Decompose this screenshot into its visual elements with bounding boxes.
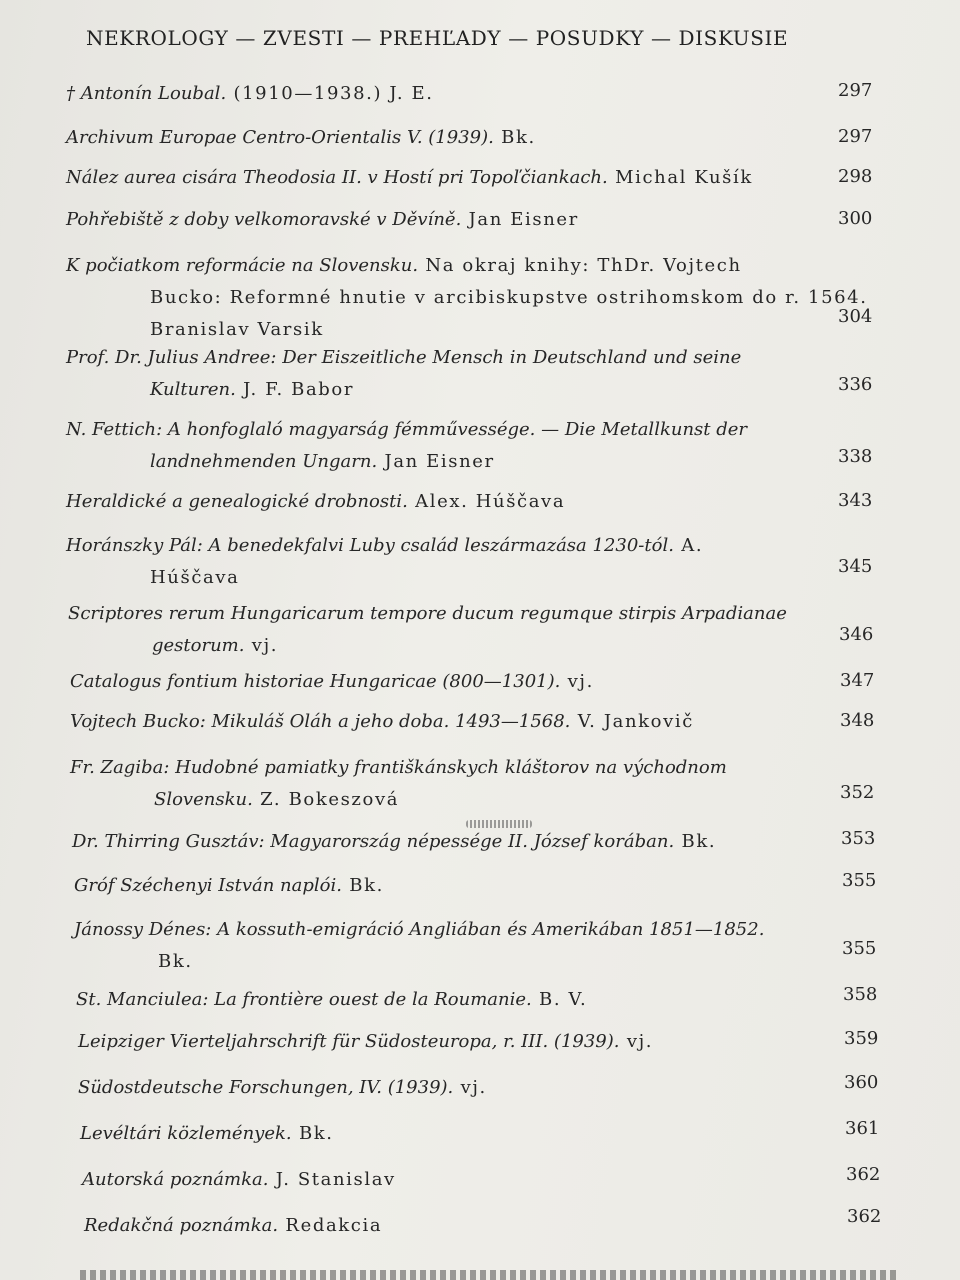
page-number: 359 xyxy=(844,1028,879,1049)
entry-author: vj. xyxy=(560,671,594,692)
entry-title: Pohřebiště z doby velkomoravské v Děvíně. xyxy=(66,209,462,230)
page-number: 362 xyxy=(846,1164,881,1185)
page-number: 347 xyxy=(840,670,875,691)
page-number: 300 xyxy=(838,208,873,229)
toc-entry-line xyxy=(66,162,826,194)
toc-entry-line xyxy=(66,374,826,406)
entry-title: Scriptores rerum Hungaricarum tempore ducum regumque stirpis Arpadianae xyxy=(68,603,787,624)
entry-title: Horánszky Pál: A benedekfalvi Luby család leszármazása 1230-tól. xyxy=(66,535,674,556)
entry-title: Redakčná poznámka. xyxy=(84,1215,279,1236)
toc-entry-line xyxy=(66,250,826,282)
entry-author: Alex. Húščava xyxy=(407,491,566,512)
toc-entry xyxy=(66,342,826,406)
entry-author: J. Stanislav xyxy=(268,1169,396,1190)
toc-entry xyxy=(78,1026,838,1058)
toc-entry xyxy=(70,752,830,816)
page-number: 361 xyxy=(845,1118,880,1139)
toc-entry-line xyxy=(84,1210,844,1242)
toc-entry xyxy=(68,598,828,662)
entry-author: Bk. xyxy=(674,831,717,852)
toc-entry xyxy=(74,914,834,978)
toc-entry-line xyxy=(78,1072,838,1104)
toc-entry-line xyxy=(70,706,830,738)
page-number: 345 xyxy=(838,556,873,577)
toc-entry-line xyxy=(82,1164,842,1196)
toc-entry xyxy=(74,870,834,902)
entry-title: N. Fettich: A honfoglaló magyarság fémművessége. — Die Metallkunst der xyxy=(66,419,748,440)
entry-author: (1910—1938.) J. E. xyxy=(226,83,434,104)
page-number: 360 xyxy=(844,1072,879,1093)
toc-entry-line xyxy=(80,1118,840,1150)
entry-title: Autorská poznámka. xyxy=(82,1169,269,1190)
toc-entry xyxy=(70,666,830,698)
entry-author: vj. xyxy=(244,635,279,656)
toc-entry-line xyxy=(66,530,826,562)
entry-author: Jan Eisner xyxy=(461,209,579,230)
entry-author: Redakcia xyxy=(278,1215,383,1236)
entry-author: Branislav Varsik xyxy=(150,319,324,340)
page-number: 352 xyxy=(840,782,875,803)
entry-author: Bucko: Reformné hnutie v arcibiskupstve ostrihomskom do r. 1564. xyxy=(150,287,868,308)
toc-entry-line xyxy=(68,630,828,662)
entry-title: Leipziger Vierteljahrschrift für Südosteuropa, r. III. (1939). xyxy=(78,1031,620,1052)
toc-entry-line xyxy=(78,1026,838,1058)
entry-author: Bk. xyxy=(291,1123,334,1144)
section-heading: NEKROLOGY — ZVESTI — PREHĽADY — POSUDKY — DISKUSIE xyxy=(86,26,789,50)
entry-author: Z. Bokeszová xyxy=(252,789,400,810)
toc-entry-line xyxy=(68,598,828,630)
entry-author: Bk. xyxy=(158,951,193,972)
entry-author: Michal Kušík xyxy=(607,167,753,188)
entry-title: St. Manciulea: La frontière ouest de la Roumanie. xyxy=(76,989,532,1010)
toc-entry xyxy=(66,204,826,236)
entry-title: Südostdeutsche Forschungen, IV. (1939). xyxy=(78,1077,454,1098)
toc-entry-line xyxy=(66,562,826,594)
page-number: 343 xyxy=(838,490,873,511)
toc-entry-line xyxy=(66,486,826,518)
entry-title: Dr. Thirring Gusztáv: Magyarország népessége II. József korában. xyxy=(72,831,675,852)
toc-entry xyxy=(80,1118,840,1150)
entry-author: Jan Eisner xyxy=(377,451,495,472)
toc-entry xyxy=(66,162,826,194)
entry-author: J. F. Babor xyxy=(235,379,355,400)
page-number: 348 xyxy=(840,710,875,731)
entry-title: Catalogus fontium historiae Hungaricae (800—1301). xyxy=(70,671,561,692)
toc-entry-line xyxy=(76,984,836,1016)
entry-title: Gróf Széchenyi István naplói. xyxy=(74,875,342,896)
toc-entry-line xyxy=(66,446,826,478)
toc-entry-line xyxy=(66,342,826,374)
entry-title: Jánossy Dénes: A kossuth-emigráció Angliában és Amerikában 1851—1852. xyxy=(74,919,765,940)
entry-title: Prof. Dr. Julius Andree: Der Eiszeitliche Mensch in Deutschland und seine xyxy=(66,347,742,368)
toc-entry xyxy=(70,706,830,738)
toc-entry-line xyxy=(74,870,834,902)
toc-entry-line xyxy=(74,914,834,946)
page-number: 346 xyxy=(839,624,874,645)
entry-title: landnehmenden Ungarn. xyxy=(150,451,378,472)
page-number: 304 xyxy=(838,306,873,327)
toc-entry-line xyxy=(66,204,826,236)
toc-entry xyxy=(72,826,832,858)
toc-entry xyxy=(66,486,826,518)
page-number: 336 xyxy=(838,374,873,395)
toc-entry-line xyxy=(66,78,826,110)
page-number: 355 xyxy=(842,938,877,959)
ink-smudge xyxy=(466,820,532,828)
entry-author: Bk. xyxy=(493,127,536,148)
entry-author: B. V. xyxy=(531,989,588,1010)
entry-title: K počiatkom reformácie na Slovensku. xyxy=(66,255,419,276)
entry-title: Nález aurea cisára Theodosia II. v Hostí pri Topoľčiankach. xyxy=(66,167,608,188)
toc-entry-line xyxy=(66,414,826,446)
page-number: 298 xyxy=(838,166,873,187)
entry-title: Heraldické a genealogické drobnosti. xyxy=(66,491,408,512)
entry-author: Na okraj knihy: ThDr. Vojtech xyxy=(418,255,742,276)
entry-title: † Antonín Loubal. xyxy=(66,83,227,104)
entry-author: vj. xyxy=(619,1031,654,1052)
page-number: 353 xyxy=(841,828,876,849)
entry-author: V. Jankovič xyxy=(570,711,694,732)
cut-off-line xyxy=(80,1270,900,1280)
toc-entry xyxy=(82,1164,842,1196)
toc-entry xyxy=(66,414,826,478)
toc-entry-line xyxy=(70,784,830,816)
entry-author: vj. xyxy=(453,1077,487,1098)
page-number: 297 xyxy=(838,80,873,101)
entry-title: Kulturen. xyxy=(150,379,236,400)
page-number: 338 xyxy=(838,446,873,467)
entry-title: Levéltári közlemények. xyxy=(80,1123,292,1144)
toc-entry xyxy=(66,530,826,594)
toc-entry-line xyxy=(70,666,830,698)
toc-entry-line xyxy=(66,122,826,154)
entry-title: gestorum. xyxy=(152,635,245,656)
entry-author: A. xyxy=(673,535,704,556)
entry-title: Vojtech Bucko: Mikuláš Oláh a jeho doba. 1493—1568. xyxy=(70,711,571,732)
entry-title: Slovensku. xyxy=(154,789,253,810)
toc-entry-line xyxy=(66,282,868,314)
toc-entry xyxy=(76,984,836,1016)
page-number: 358 xyxy=(843,984,878,1005)
toc-entry-line xyxy=(72,826,832,858)
page-number: 297 xyxy=(838,126,873,147)
page-number: 355 xyxy=(842,870,877,891)
toc-entry-line xyxy=(70,752,830,784)
entry-title: Fr. Zagiba: Hudobné pamiatky františkánskych kláštorov na východnom xyxy=(70,757,727,778)
toc-entry xyxy=(78,1072,838,1104)
toc-entry xyxy=(84,1210,844,1242)
toc-entry xyxy=(66,78,826,110)
page-number: 362 xyxy=(847,1206,882,1227)
entry-author: Bk. xyxy=(341,875,384,896)
entry-author: Húščava xyxy=(150,567,240,588)
toc-entry-line xyxy=(74,946,834,978)
toc-entry xyxy=(66,122,826,154)
entry-title: Archivum Europae Centro-Orientalis V. (1939). xyxy=(66,127,494,148)
